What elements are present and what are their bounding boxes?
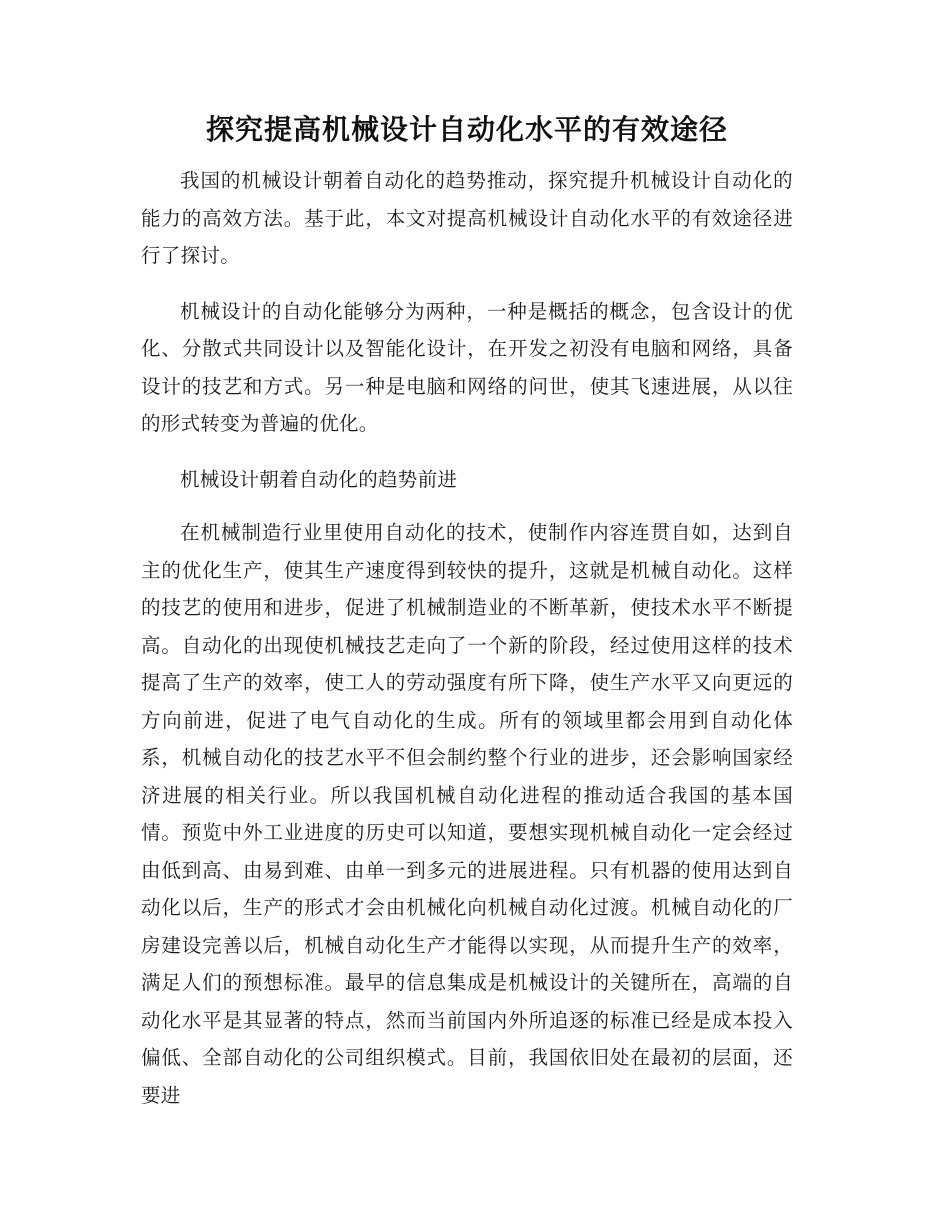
paragraph-body: 在机械制造行业里使用自动化的技术，使制作内容连贯自如，达到自主的优化生产，使其生产速度得到较快的提升，这就是机械自动化。这样的技艺的使用和进步，促进了机械制造业的不断革新，使技术水平不断提高。自动化的出现使机械技艺走向了一个新的阶段，经过使用这样的技术提高了生产的效率，使工人的劳动强度有所下降，使生产水平又向更远的方向前进，促进了电气自动化的生成。所有的领域里都会用到自动化体系，机械自动化的技艺水平不但会制约整个行业的进步，还会影响国家经济进展的相关行业。所以我国机械自动化进程的推动适合我国的基本国情。预览中外工业进度的历史可以知道，要想实现机械自动化一定会经过由低到高、由易到难、由单一到多元的进展进程。只有机器的使用达到自动化以后，生产的形式才会由机械化向机械自动化过渡。机械自动化的厂房建设完善以后，机械自动化生产才能得以实现，从而提升生产的效率，满足人们的预想标准。最早的信息集成是机械设计的关键所在，高端的自动化水平是其显著的特点，然而当前国内外所追逐的标准已经是成本投入偏低、全部自动化的公司组织模式。目前，我国依旧处在最初的层面，还要进 [141, 521, 793, 1107]
document-title: 探究提高机械设计自动化水平的有效途径 [205, 113, 728, 146]
section-heading: 机械设计朝着自动化的趋势前进 [180, 467, 458, 491]
paragraph-intro: 我国的机械设计朝着自动化的趋势推动，探究提升机械设计自动化的能力的高效方法。基于此，本文对提高机械设计自动化水平的有效途径进行了探讨。 [141, 169, 793, 267]
document-page [141, 108, 793, 1114]
paragraph-types: 机械设计的自动化能够分为两种，一种是概括的概念，包含设计的优化、分散式共同设计以及智能化设计，在开发之初没有电脑和网络，具备设计的技艺和方式。另一种是电脑和网络的问世，使其飞速进展，从以往的形式转变为普遍的优化。 [141, 299, 793, 435]
